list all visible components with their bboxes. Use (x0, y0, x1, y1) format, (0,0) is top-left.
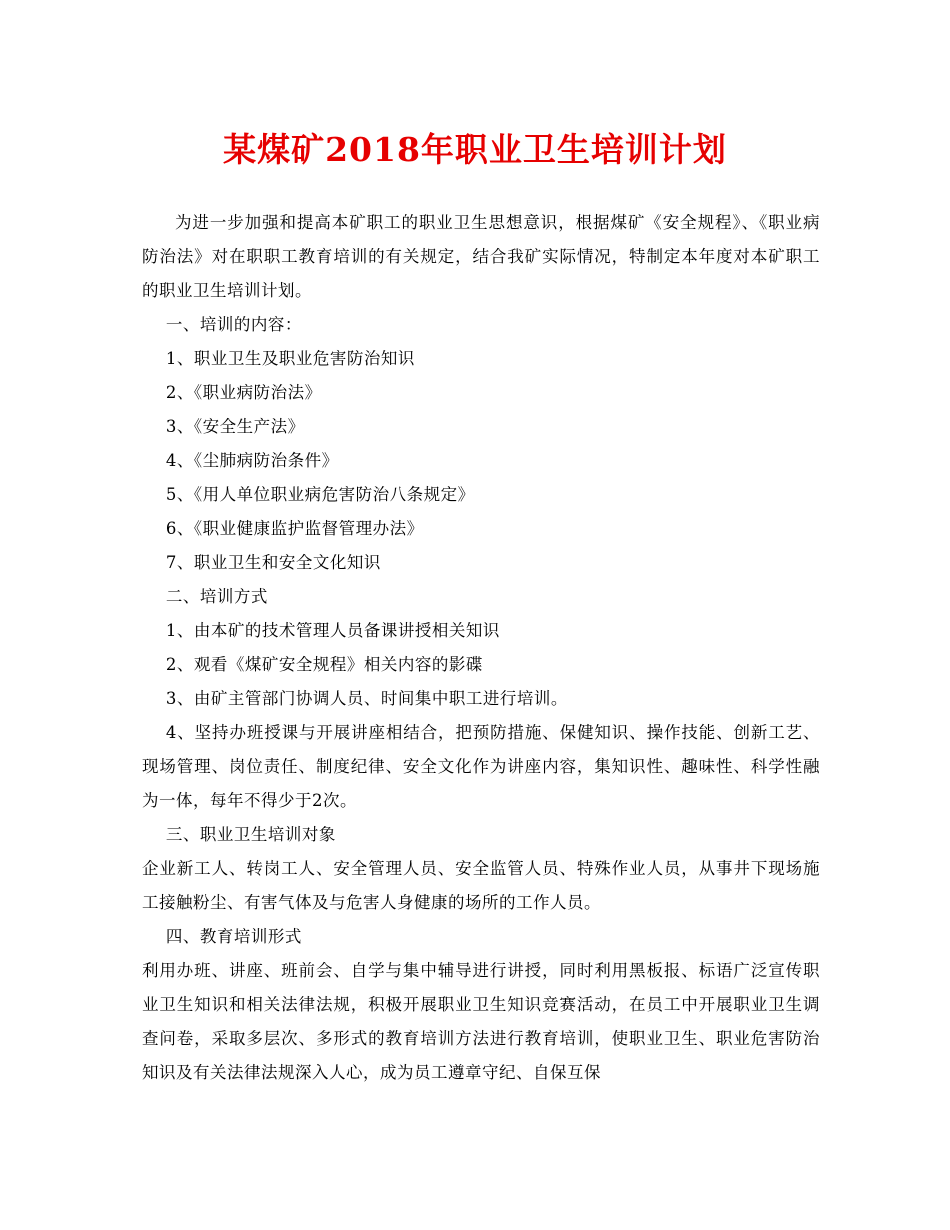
list-item: 7、职业卫生和安全文化知识 (165, 553, 381, 572)
form-paragraph: 利用办班、讲座、班前会、自学与集中辅导进行讲授，同时利用黑板报、标语广泛宣传职业卫生知识和相关法律法规，积极开展职业卫生知识竞赛活动，在员工中开展职业卫生调查问卷，采取多层次、多形式的教育培训方法进行教育培训，使职业卫生、职业危害防治知识及有关法律法规深入人心，成为员工遵章守纪、自保互保 (142, 961, 820, 1082)
list-item: 1、职业卫生及职业危害防治知识 (165, 349, 415, 368)
section-heading-content: 一、培训的内容： (165, 315, 302, 334)
list-item: 1、由本矿的技术管理人员备课讲授相关知识 (165, 621, 500, 640)
list-item: 4、坚持办班授课与开展讲座相结合，把预防措施、保健知识、操作技能、创新工艺、现场管理、岗位责任、制度纪律、安全文化作为讲座内容，集知识性、趣味性、科学性融为一体，每年不得少于2次。 (142, 723, 820, 810)
document-title: 某煤矿2018年职业卫生培训计划 (223, 130, 727, 169)
section-heading-targets: 三、职业卫生培训对象 (165, 825, 336, 844)
intro-paragraph: 为进一步加强和提高本矿职工的职业卫生思想意识，根据煤矿《安全规程》、《职业病防治法》对在职职工教育培训的有关规定，结合我矿实际情况，特制定本年度对本矿职工的职业卫生培训计划。 (142, 213, 820, 300)
list-item: 2、《职业病防治法》 (165, 383, 322, 402)
list-item: 6、《职业健康监护监督管理办法》 (165, 519, 424, 538)
targets-paragraph: 企业新工人、转岗工人、安全管理人员、安全监管人员、特殊作业人员，从事井下现场施工接触粉尘、有害气体及与危害人身健康的场所的工作人员。 (142, 859, 820, 912)
list-item: 3、由矿主管部门协调人员、时间集中职工进行培训。 (165, 689, 568, 708)
list-item: 3、《安全生产法》 (165, 417, 305, 436)
section-heading-method: 二、培训方式 (165, 587, 268, 606)
list-item: 4、《尘肺病防治条件》 (165, 451, 339, 470)
section-heading-form: 四、教育培训形式 (165, 927, 302, 946)
document-body (142, 206, 820, 1090)
list-item: 2、观看《煤矿安全规程》相关内容的影碟 (165, 655, 483, 674)
list-item: 5、《用人单位职业病危害防治八条规定》 (165, 485, 475, 504)
